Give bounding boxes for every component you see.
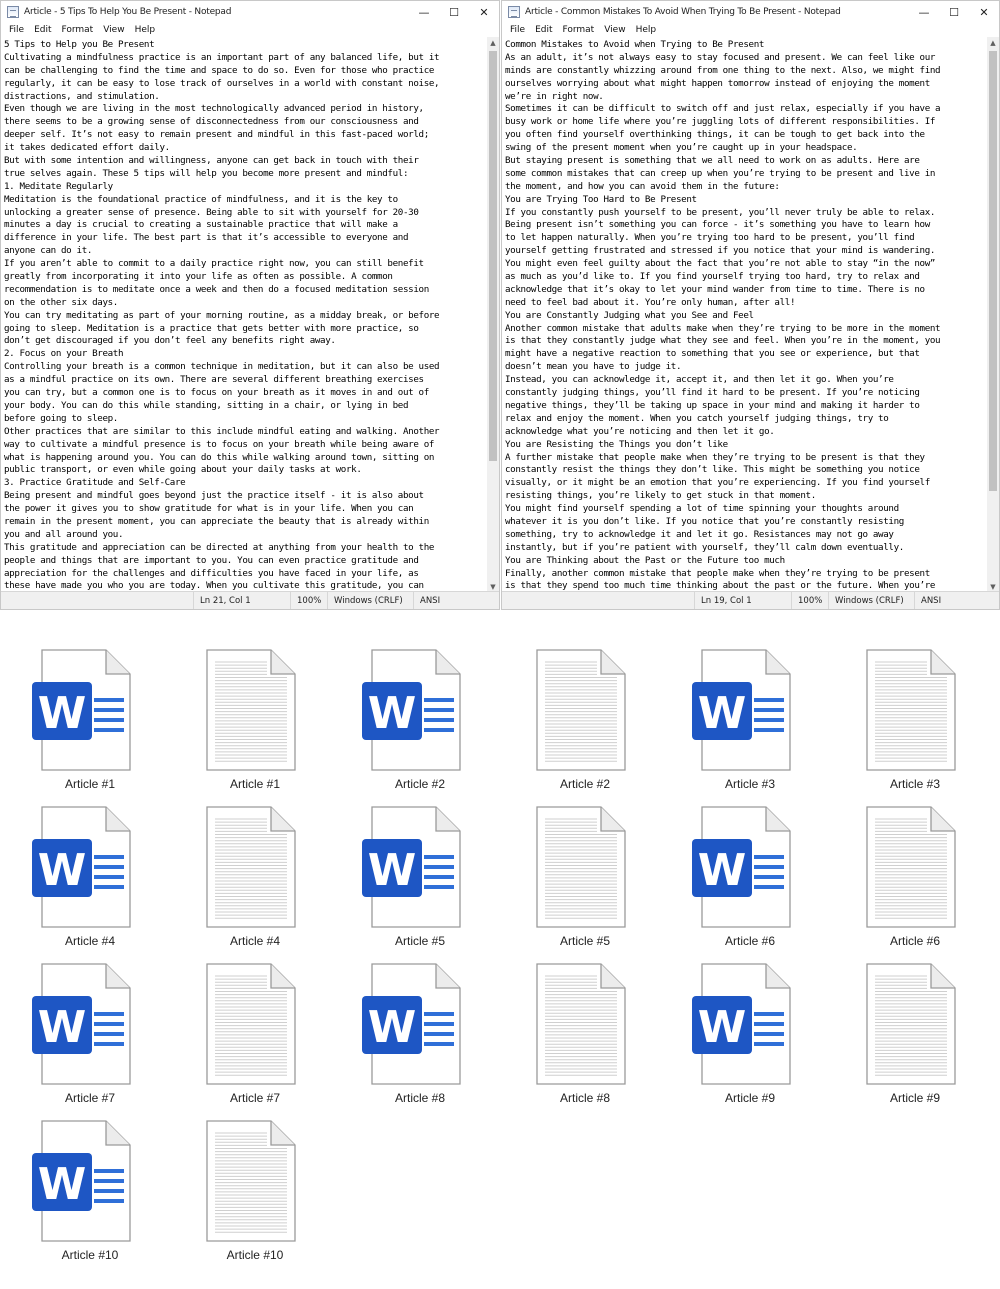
text-line: difference in your life. The best part is that it’s accessible to everyone and [4, 232, 409, 244]
scroll-down-arrow-icon[interactable]: ▼ [490, 583, 496, 591]
text-line: you and all around you. [4, 528, 124, 540]
text-line: the moment, and how you can avoid them in the future: [505, 180, 780, 192]
status-zoom: 100% [290, 592, 327, 609]
word-logo-letter: W [697, 845, 747, 896]
text-line: Common Mistakes to Avoid when Trying to Be Present [505, 39, 765, 50]
word-logo-letter: W [697, 688, 747, 739]
file-name-label: Article #5 [394, 934, 446, 948]
text-line: whatever it is you don’t like. If you notice that you’re constantly resisting [505, 515, 904, 527]
word-document-file[interactable] [660, 954, 810, 1104]
text-line: some common mistakes that can creep up when you’re trying to be present and live in [505, 167, 936, 179]
word-document-icon [362, 648, 468, 772]
text-document-icon [857, 648, 963, 772]
word-document-file[interactable] [660, 640, 810, 790]
text-line: You might find yourself spending a lot of time spinning your thoughts around [505, 503, 899, 515]
text-line: something, try to acknowledge it and let it go. Resistances may not go away [505, 528, 894, 540]
text-line: negative things, they’ll be taking up space in your mind and making it harder to [505, 399, 920, 411]
text-line: acknowledge what you’re noticing and then let it go. [505, 425, 775, 437]
text-line: unlocking a greater sense of presence. Being able to sit with yourself for 20-30 [4, 206, 419, 218]
word-logo-letter: W [367, 845, 417, 896]
word-logo-letter: W [37, 845, 87, 896]
status-position: Ln 21, Col 1 [193, 592, 290, 609]
text-line: Being present isn’t something you can force - it’s something you have to learn how [505, 219, 930, 231]
scroll-up-arrow-icon[interactable]: ▲ [990, 39, 996, 47]
text-line: remain in the present moment, you can appreciate the beauty that is already within [4, 515, 429, 527]
notepad-app-icon [7, 6, 19, 18]
file-name-label: Article #10 [61, 1248, 119, 1262]
text-document-icon [197, 1119, 303, 1243]
text-line: greatly from incorporating it into your life as often as possible. A common [4, 271, 393, 283]
word-document-file[interactable] [330, 954, 480, 1104]
text-editor[interactable] [502, 37, 987, 593]
vertical-scrollbar[interactable] [987, 37, 999, 593]
text-line: deeper self. It’s not easy to remain present and mindful in this fast-paced world; [4, 129, 429, 141]
word-document-icon [32, 1119, 138, 1243]
text-line: acknowledge that it’s okay to let your mind wander from time to time. There is no [505, 283, 925, 295]
text-line: going to sleep. Meditation is a practice that gets better with more practice, so [4, 322, 419, 334]
text-line: Controlling your breath is a common technique in meditation, but it can also be used [4, 361, 440, 373]
text-line: As an adult, it’s not always easy to stay focused and present. We can feel like our [505, 51, 936, 63]
word-document-file[interactable] [0, 1111, 150, 1261]
text-line: relax and enjoy the moment. When you catch yourself judging things, try to [505, 412, 889, 424]
menu-format[interactable]: Format [562, 25, 595, 35]
text-line: You can try meditating as part of your morning routine, as a midday break, or before [4, 309, 440, 321]
word-logo-letter: W [37, 1159, 87, 1210]
text-line: You might even feel guilty about the fact that you’re not able to stay “in the now” [505, 258, 936, 270]
text-line: If you constantly push yourself to be present, you’ll never truly be able to relax. [505, 206, 936, 218]
text-line: But with some intention and willingness, anyone can get back in touch with their [4, 155, 419, 167]
scroll-up-arrow-icon[interactable]: ▲ [490, 39, 496, 47]
text-document-icon [527, 648, 633, 772]
text-line: minds are constantly whizzing around from one thing to the next. Also, we might find [505, 64, 941, 76]
text-line: yourself getting frustrated and stressed if you notice that your mind is wandering. [505, 245, 936, 257]
file-icon-grid [0, 640, 1000, 1280]
file-name-label: Article #7 [229, 1091, 281, 1105]
file-name-label: Article #9 [889, 1091, 941, 1105]
menu-help[interactable]: Help [134, 25, 156, 35]
menu-file[interactable]: File [9, 25, 25, 35]
word-document-file[interactable] [0, 640, 150, 790]
text-document-icon [857, 962, 963, 1086]
file-name-label: Article #10 [226, 1248, 284, 1262]
text-line: need to feel bad about it. You’re only human, after all! [505, 296, 796, 308]
minimize-button[interactable]: — [918, 5, 930, 19]
minimize-button[interactable]: — [418, 5, 430, 19]
word-logo-letter: W [37, 1002, 87, 1053]
text-line: as a mindful practice on its own. There are several different breathing exercises [4, 374, 424, 386]
text-line: Instead, you can acknowledge it, accept it, and then let it go. When you’re [505, 374, 894, 386]
text-line: 5 Tips to Help you Be Present [4, 39, 155, 50]
text-line: This gratitude and appreciation can be directed at anything from your health to the [4, 541, 435, 553]
notepad-app-icon [508, 6, 520, 18]
text-line: distractions, and stimulation. [4, 90, 160, 102]
text-line: can be challenging to find the time and space to do so. Even for those who practice [4, 64, 435, 76]
text-line: A further mistake that people make when they’re trying to be present is that they [505, 451, 925, 463]
scroll-down-arrow-icon[interactable]: ▼ [990, 583, 996, 591]
maximize-button[interactable]: ☐ [949, 5, 959, 19]
menu-edit[interactable]: Edit [535, 25, 553, 35]
text-document-file[interactable] [495, 640, 645, 790]
status-position: Ln 19, Col 1 [694, 592, 791, 609]
status-line-ending: Windows (CRLF) [327, 592, 413, 609]
menu-bar [1, 23, 499, 37]
word-document-file[interactable] [0, 797, 150, 947]
file-name-label: Article #4 [64, 934, 116, 948]
text-line: to let happen naturally. When you’re trying too hard to be present, you’ll find [505, 232, 915, 244]
text-line: Another common mistake that adults make when they’re trying to be more in the moment [505, 322, 941, 334]
text-line: Finally, another common mistake that people make when they’re trying to be present [505, 567, 930, 579]
text-line: ourselves worrying about what might happen tomorrow instead of enjoying the moment [505, 77, 930, 89]
text-line: before going to sleep. [4, 412, 118, 424]
file-name-label: Article #9 [724, 1091, 776, 1105]
text-line: busy work or home life where you’re juggling lots of different responsibilities. If [505, 116, 936, 128]
text-document-file[interactable] [165, 954, 315, 1104]
text-line: Even though we are living in the most technologically advanced period in history, [4, 103, 424, 115]
text-line: doesn’t mean you have to judge it. [505, 361, 682, 373]
text-line: it takes dedicated effort daily. [4, 142, 170, 154]
menu-help[interactable]: Help [635, 25, 657, 35]
text-line: people and things that are important to you. You can even practice gratitude and [4, 554, 419, 566]
text-line: You are Trying Too Hard to Be Present [505, 193, 697, 205]
notepad-window-left[interactable] [0, 0, 500, 610]
text-line: visually, or it might be an emotion that you’re experiencing. If you find yourself [505, 477, 930, 489]
close-button[interactable]: ✕ [479, 5, 489, 19]
scrollbar-thumb[interactable] [489, 51, 497, 461]
text-document-icon [527, 805, 633, 929]
window-title: Article - Common Mistakes To Avoid When Trying To Be Present - Notepad [525, 7, 841, 17]
file-name-label: Article #3 [724, 777, 776, 791]
status-zoom: 100% [791, 592, 828, 609]
file-name-label: Article #8 [394, 1091, 446, 1105]
vertical-scrollbar[interactable] [487, 37, 499, 593]
text-line: anyone can do it. [4, 245, 93, 257]
text-line: Being present and mindful goes beyond just the practice itself - it is also about [4, 490, 424, 502]
text-line: as much as you’d like to. If you find yourself trying too hard, try to relax and [505, 271, 920, 283]
maximize-button[interactable]: ☐ [449, 5, 459, 19]
text-line: You are Constantly Judging what you See and Feel [505, 309, 754, 321]
menu-bar [502, 23, 999, 37]
word-document-icon [692, 805, 798, 929]
text-line: constantly judging things, you’ll find it hard to be present. If you’re noticing [505, 387, 920, 399]
text-line: But staying present is something that we all need to work on as adults. Here are [505, 155, 920, 167]
word-document-icon [32, 962, 138, 1086]
text-document-icon [197, 648, 303, 772]
word-document-file[interactable] [660, 797, 810, 947]
text-document-file[interactable] [495, 797, 645, 947]
text-line: Meditation is the foundational practice of mindfulness, and it is the key to [4, 193, 398, 205]
status-encoding: ANSI [914, 592, 999, 609]
text-line: true selves again. These 5 tips will help you become more present and mindful: [4, 167, 409, 179]
file-name-label: Article #2 [394, 777, 446, 791]
file-name-label: Article #8 [559, 1091, 611, 1105]
text-document-file[interactable] [825, 954, 975, 1104]
text-line: might have a negative reaction to something that you see or experience, but that [505, 348, 920, 360]
file-name-label: Article #2 [559, 777, 611, 791]
text-document-file[interactable] [825, 797, 975, 947]
text-line: don’t get discouraged if you don’t feel any benefits right away. [4, 335, 336, 347]
menu-view[interactable]: View [103, 25, 125, 35]
text-line: minutes a day is crucial to creating a sustainable practice that will make a [4, 219, 398, 231]
status-line-ending: Windows (CRLF) [828, 592, 914, 609]
text-line: 2. Focus on your Breath [4, 348, 124, 360]
text-line: there seems to be a growing sense of disconnectedness from our consciousness and [4, 116, 419, 128]
text-document-icon [857, 805, 963, 929]
text-line: Other practices that are similar to this include mindful eating and walking. Another [4, 425, 440, 437]
word-logo-letter: W [37, 688, 87, 739]
text-line: instantly, but if you’re patient with yourself, they’ll calm down eventually. [505, 541, 904, 553]
text-line: is that they constantly judge what they see and feel. When you’re in the moment, you [505, 335, 941, 347]
file-name-label: Article #6 [889, 934, 941, 948]
file-name-label: Article #4 [229, 934, 281, 948]
word-logo-letter: W [367, 1002, 417, 1053]
text-document-file[interactable] [165, 1111, 315, 1261]
status-bar [502, 591, 999, 609]
text-document-file[interactable] [825, 640, 975, 790]
word-document-file[interactable] [0, 954, 150, 1104]
status-encoding: ANSI [413, 592, 499, 609]
text-line: 1. Meditate Regularly [4, 180, 113, 192]
file-name-label: Article #3 [889, 777, 941, 791]
word-document-icon [32, 805, 138, 929]
text-document-file[interactable] [165, 640, 315, 790]
file-name-label: Article #1 [64, 777, 116, 791]
text-line: is that they spend too much time thinking about the past or the future. When you’re [505, 580, 936, 592]
text-line: on the other six days. [4, 296, 118, 308]
text-line: You are Resisting the Things you don’t like [505, 438, 728, 450]
file-name-label: Article #5 [559, 934, 611, 948]
text-line: public transport, or even while going about your daily tasks at work. [4, 464, 362, 476]
text-line: what is happening around you. You can do this while walking around town, sitting on [4, 451, 435, 463]
text-line: regularly, it can be easy to lose track of ourselves in a world with constant noise, [4, 77, 440, 89]
text-line: If you aren’t able to commit to a daily practice right now, you can still benefit [4, 258, 424, 270]
text-document-icon [197, 962, 303, 1086]
text-editor[interactable] [1, 37, 487, 593]
text-line: resisting things, you’re likely to get stuck in that moment. [505, 490, 816, 502]
file-name-label: Article #6 [724, 934, 776, 948]
text-line: the power it gives you to show gratitude for what is in your life. When you can [4, 503, 414, 515]
text-line: recommendation is to meditate once a week and then do a focused meditation session [4, 283, 429, 295]
window-title: Article - 5 Tips To Help You Be Present - Notepad [24, 7, 232, 17]
word-document-icon [692, 648, 798, 772]
menu-file[interactable]: File [510, 25, 526, 35]
word-document-file[interactable] [330, 797, 480, 947]
close-button[interactable]: ✕ [979, 5, 989, 19]
text-line: you often find yourself overthinking things, it can be tough to get back into the [505, 129, 925, 141]
file-name-label: Article #1 [229, 777, 281, 791]
text-line: Sometimes it can be difficult to switch off and just relax, especially if you have a [505, 103, 941, 115]
word-document-file[interactable] [330, 640, 480, 790]
text-line: You are Thinking about the Past or the Future too much [505, 554, 785, 566]
text-line: appreciation for the challenges and difficulties you have faced in your life, as [4, 567, 419, 579]
notepad-window-right[interactable] [501, 0, 1000, 610]
status-bar [1, 591, 499, 609]
title-bar[interactable] [502, 1, 999, 23]
text-document-icon [527, 962, 633, 1086]
text-document-icon [197, 805, 303, 929]
text-line: your body. You can do this while standing, sitting in a chair, or lying in bed [4, 399, 409, 411]
word-document-icon [692, 962, 798, 1086]
word-logo-letter: W [697, 1002, 747, 1053]
text-line: way to cultivate a mindful presence is to focus on your breath while being aware of [4, 438, 435, 450]
text-line: constantly resist the things they don’t like. This might be something you notice [505, 464, 920, 476]
text-line: Cultivating a mindfulness practice is an important part of any balanced life, but it [4, 51, 440, 63]
text-line: swing of the present moment when you’re caught up in your headspace. [505, 142, 858, 154]
word-document-icon [362, 805, 468, 929]
text-document-file[interactable] [165, 797, 315, 947]
text-document-file[interactable] [495, 954, 645, 1104]
menu-view[interactable]: View [604, 25, 626, 35]
text-line: 3. Practice Gratitude and Self-Care [4, 477, 186, 489]
notepad-windows [0, 0, 1000, 610]
title-bar[interactable] [1, 1, 499, 23]
word-document-icon [32, 648, 138, 772]
text-line: you can try, but a common one is to focus on your breath as it moves in and out of [4, 387, 429, 399]
scrollbar-thumb[interactable] [989, 51, 997, 491]
file-name-label: Article #7 [64, 1091, 116, 1105]
word-logo-letter: W [367, 688, 417, 739]
word-document-icon [362, 962, 468, 1086]
text-line: we’re in right now. [505, 90, 604, 102]
menu-edit[interactable]: Edit [34, 25, 52, 35]
menu-format[interactable]: Format [61, 25, 94, 35]
text-line: these have made you who you are today. When you cultivate this gratitude, you can [4, 580, 424, 592]
